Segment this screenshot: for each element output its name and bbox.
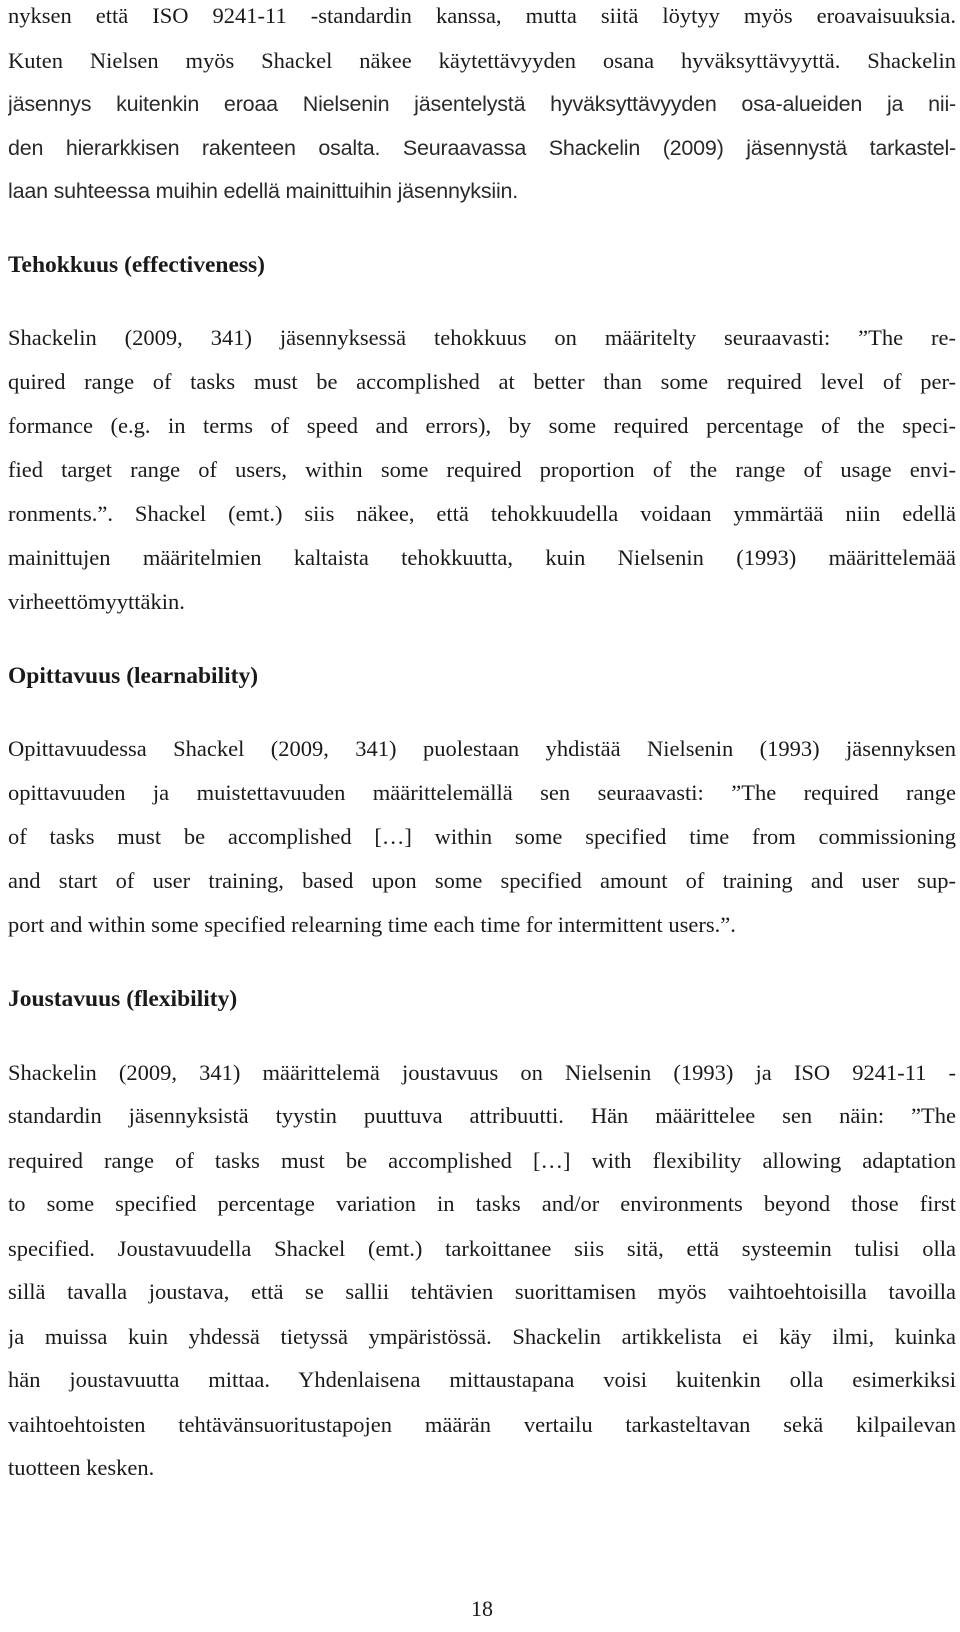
paragraph-line: laan suhteessa muihin edellä mainittuihin jäsennyksiin. — [8, 179, 519, 203]
paragraph-line: to some specified percentage variation in tasks and/or environments beyond those first — [8, 1191, 956, 1216]
paragraph-line: opittavuuden ja muistettavuuden määrittelemällä sen seuraavasti: ”The required range — [8, 780, 956, 805]
paragraph-line: ronments.”. Shackel (emt.) siis näkee, että tehokkuudella voidaan ymmärtää niin edellä — [8, 501, 956, 526]
paragraph-line: hän joustavuutta mittaa. Yhdenlaisena mittaustapana voisi kuitenkin olla esimerkiksi — [8, 1367, 956, 1392]
paragraph-line: standardin jäsennyksistä tyystin puuttuva attribuutti. Hän määrittelee sen näin: ”The — [8, 1103, 956, 1128]
paragraph-line: tuotteen kesken. — [8, 1455, 155, 1480]
section-heading-learnability: Opittavuus (learnability) — [8, 663, 259, 689]
paragraph-line: Shackelin (2009, 341) jäsennyksessä tehokkuus on määritelty seuraavasti: ”The re- — [8, 325, 956, 350]
paragraph-line: den hierarkkisen rakenteen osalta. Seuraavassa Shackelin (2009) jäsennystä tarkastel- — [8, 136, 956, 160]
paragraph-line: formance (e.g. in terms of speed and errors), by some required percentage of the speci- — [8, 413, 956, 438]
paragraph-line: specified. Joustavuudella Shackel (emt.) tarkoittanee siis sitä, että systeemin tulisi olla — [8, 1236, 956, 1261]
paragraph-line: Kuten Nielsen myös Shackel näkee käytettävyyden osana hyväksyttävyyttä. Shackelin — [8, 48, 956, 73]
paragraph-line: port and within some specified relearning time each time for intermittent users.”. — [8, 912, 736, 937]
paragraph-line: required range of tasks must be accomplished […] with flexibility allowing adaptation — [8, 1148, 956, 1173]
paragraph-line: of tasks must be accomplished […] within some specified time from commissioning — [8, 824, 956, 849]
paragraph-line: Opittavuudessa Shackel (2009, 341) puolestaan yhdistää Nielsenin (1993) jäsennyksen — [8, 736, 956, 761]
paragraph-line: quired range of tasks must be accomplished at better than some required level of per- — [8, 369, 956, 394]
section-heading-flexibility: Joustavuus (flexibility) — [8, 986, 238, 1012]
paragraph-line: Shackelin (2009, 341) määrittelemä joustavuus on Nielsenin (1993) ja ISO 9241-11 - — [8, 1060, 956, 1085]
paragraph-line: fied target range of users, within some required proportion of the range of usage envi- — [8, 457, 956, 482]
paragraph-line: mainittujen määritelmien kaltaista tehokkuutta, kuin Nielsenin (1993) määrittelemää — [8, 545, 956, 570]
paragraph-line: ja muissa kuin yhdessä tietyssä ympäristössä. Shackelin artikkelista ei käy ilmi, kuinka — [8, 1324, 956, 1349]
paragraph-line: sillä tavalla joustava, että se sallii tehtävien suorittamisen myös vaihtoehtoisilla tavoilla — [8, 1279, 956, 1304]
paragraph-line: nyksen että ISO 9241-11 -standardin kanssa, mutta siitä löytyy myös eroavaisuuksia. — [8, 3, 956, 28]
paragraph-line: virheettömyyttäkin. — [8, 589, 185, 614]
paragraph-line: and start of user training, based upon some specified amount of training and user sup- — [8, 868, 956, 893]
paragraph-line: jäsennys kuitenkin eroaa Nielsenin jäsentelystä hyväksyttävyyden osa-alueiden ja nii- — [8, 92, 956, 116]
page-number: 18 — [471, 1596, 493, 1621]
paragraph-line: vaihtoehtoisten tehtävänsuoritustapojen määrän vertailu tarkasteltavan sekä kilpailevan — [8, 1412, 956, 1437]
section-heading-effectiveness: Tehokkuus (effectiveness) — [8, 252, 265, 278]
